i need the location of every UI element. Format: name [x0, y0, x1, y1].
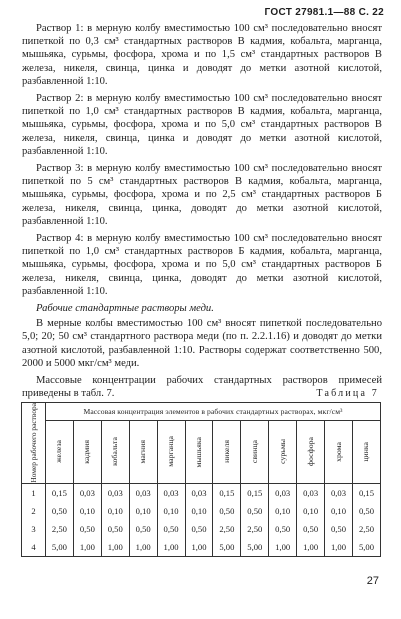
element-header: мышьяка: [185, 421, 213, 484]
table-cell: 0,10: [185, 502, 213, 520]
table-cell: 0,03: [157, 483, 185, 502]
document-body: [22, 22, 382, 404]
table-cell: 0,10: [73, 502, 101, 520]
table-cell: 0,15: [352, 483, 380, 502]
element-header: марганца: [157, 421, 185, 484]
element-header: никеля: [213, 421, 241, 484]
table-cell: 0,10: [129, 502, 157, 520]
table-cell: 0,50: [185, 520, 213, 538]
table-cell: 1,00: [157, 538, 185, 557]
table-cell: 0,03: [297, 483, 325, 502]
header-page-label: С. 22: [358, 7, 384, 18]
table-cell: 5,00: [213, 538, 241, 557]
table-cell: 1,00: [101, 538, 129, 557]
row-number: 4: [22, 538, 46, 557]
table-row: [22, 538, 381, 557]
concentration-table: [21, 402, 381, 557]
table-cell: 0,10: [101, 502, 129, 520]
page-header: [265, 7, 384, 18]
paragraph-solution-1: Раствор 1: в мерную колбу вместимостью 100 см³ последовательно вносят пипеткой по 0,3 см³ стандартных растворов В кадмия, кобальта, марганца, мышьяка, сурьмы, фосфора, хрома и по 1,5 см³ стандартных растворов В железа, никеля, свинца, цинка и доводят до метки азотной кислотой, разбавленной 1:10.: [22, 23, 382, 87]
table-cell: 0,15: [213, 483, 241, 502]
table-cell: 0,10: [325, 502, 353, 520]
table-cell: 0,10: [269, 502, 297, 520]
table-cell: 0,50: [73, 520, 101, 538]
table-cell: 1,00: [185, 538, 213, 557]
element-header: кадмия: [73, 421, 101, 484]
row-number: 3: [22, 520, 46, 538]
row-number: 2: [22, 502, 46, 520]
table-cell: 0,03: [325, 483, 353, 502]
table-cell: 0,15: [241, 483, 269, 502]
table-cell: 0,10: [157, 502, 185, 520]
element-header: хрома: [325, 421, 353, 484]
paragraph-solution-3: Раствор 3: в мерную колбу вместимостью 100 см³ последовательно вносят пипеткой по 5 см³ стандартных растворов В кадмия, кобальта, марганца, мышьяка, сурьмы, фосфора, хрома и по 2,5 см³ стандартных растворов Б железа, никеля, свинца, цинка, доводят до метки азотной кислотой, разбавленной 1:10.: [22, 163, 382, 227]
table-cell: 1,00: [129, 538, 157, 557]
standard-code: ГОСТ 27981.1—88: [264, 7, 356, 18]
table-cell: 0,03: [101, 483, 129, 502]
table-cell: 0,03: [129, 483, 157, 502]
element-header: сурьмы: [269, 421, 297, 484]
table-row: [22, 502, 381, 520]
element-header: железа: [46, 421, 74, 484]
table-cell: 0,03: [269, 483, 297, 502]
table-cell: 0,50: [241, 502, 269, 520]
element-header: кобальта: [101, 421, 129, 484]
paragraph-copper: В мерные колбы вместимостью 100 см³ вносят пипеткой последовательно 5,0; 20; 50 см³ стандартного раствора меди (по п. 2.2.1.16) и доводят до метки азотной кислотой, разбавленной 1:10. Растворы содержат соответственно 500, 2000 и 5000 мкг/см³ меди.: [22, 318, 382, 369]
table-cell: 0,50: [101, 520, 129, 538]
table-cell: 5,00: [352, 538, 380, 557]
table-row: [22, 520, 381, 538]
table-cell: 0,10: [297, 502, 325, 520]
table-cell: 1,00: [325, 538, 353, 557]
paragraph-table-reference: Массовые концентрации рабочих стандартных растворов примесей приведены в табл. 7.: [22, 375, 382, 400]
copper-subheading: Рабочие стандартные растворы меди.: [36, 303, 214, 315]
page-number: 27: [366, 575, 379, 587]
table-cell: 0,50: [213, 502, 241, 520]
table-cell: 0,03: [73, 483, 101, 502]
element-header: свинца: [241, 421, 269, 484]
table-cell: 0,50: [297, 520, 325, 538]
table-cell: 5,00: [46, 538, 74, 557]
table-cell: 1,00: [269, 538, 297, 557]
element-header: цинка: [352, 421, 380, 484]
table-cell: 5,00: [241, 538, 269, 557]
table-cell: 0,50: [325, 520, 353, 538]
concentration-group-header: Массовая концентрация элементов в рабочих стандартных растворах, мкг/см³: [46, 403, 381, 421]
row-number-header: Номер рабочего раствора: [22, 403, 46, 484]
table-cell: 2,50: [46, 520, 74, 538]
table-cell: 0,50: [129, 520, 157, 538]
table-cell: 1,00: [73, 538, 101, 557]
table-cell: 2,50: [241, 520, 269, 538]
row-number: 1: [22, 483, 46, 502]
table-title: Таблица 7: [316, 388, 379, 399]
table-cell: 0,50: [352, 502, 380, 520]
table-cell: 2,50: [213, 520, 241, 538]
paragraph-solution-4: Раствор 4: в мерную колбу вместимостью 100 см³ последовательно вносят пипеткой по 1,0 см³ стандартных растворов Б кадмия, кобальта, марганца, мышьяка, сурьмы, фосфора, хрома и по 5,0 см³ стандартных растворов Б железа, никеля, свинца, цинка, доводят до метки азотной кислотой, разбавленной 1:10.: [22, 233, 382, 297]
element-header: магния: [129, 421, 157, 484]
table-cell: 0,50: [269, 520, 297, 538]
element-header: фосфора: [297, 421, 325, 484]
table-cell: 0,50: [157, 520, 185, 538]
table-row: [22, 483, 381, 502]
table-cell: 0,50: [46, 502, 74, 520]
table-cell: 1,00: [297, 538, 325, 557]
table-cell: 2,50: [352, 520, 380, 538]
table-cell: 0,03: [185, 483, 213, 502]
table-cell: 0,15: [46, 483, 74, 502]
paragraph-solution-2: Раствор 2: в мерную колбу вместимостью 100 см³ последовательно вносят пипеткой по 1,0 см³ стандартных растворов В кадмия, кобальта, марганца, мышьяка, сурьмы, фосфора, хрома и по 5,0 см³ стандартных растворов В железа, никеля, свинца, цинка и доводят до метки азотной кислотой, разбавленной 1:10.: [22, 93, 382, 157]
